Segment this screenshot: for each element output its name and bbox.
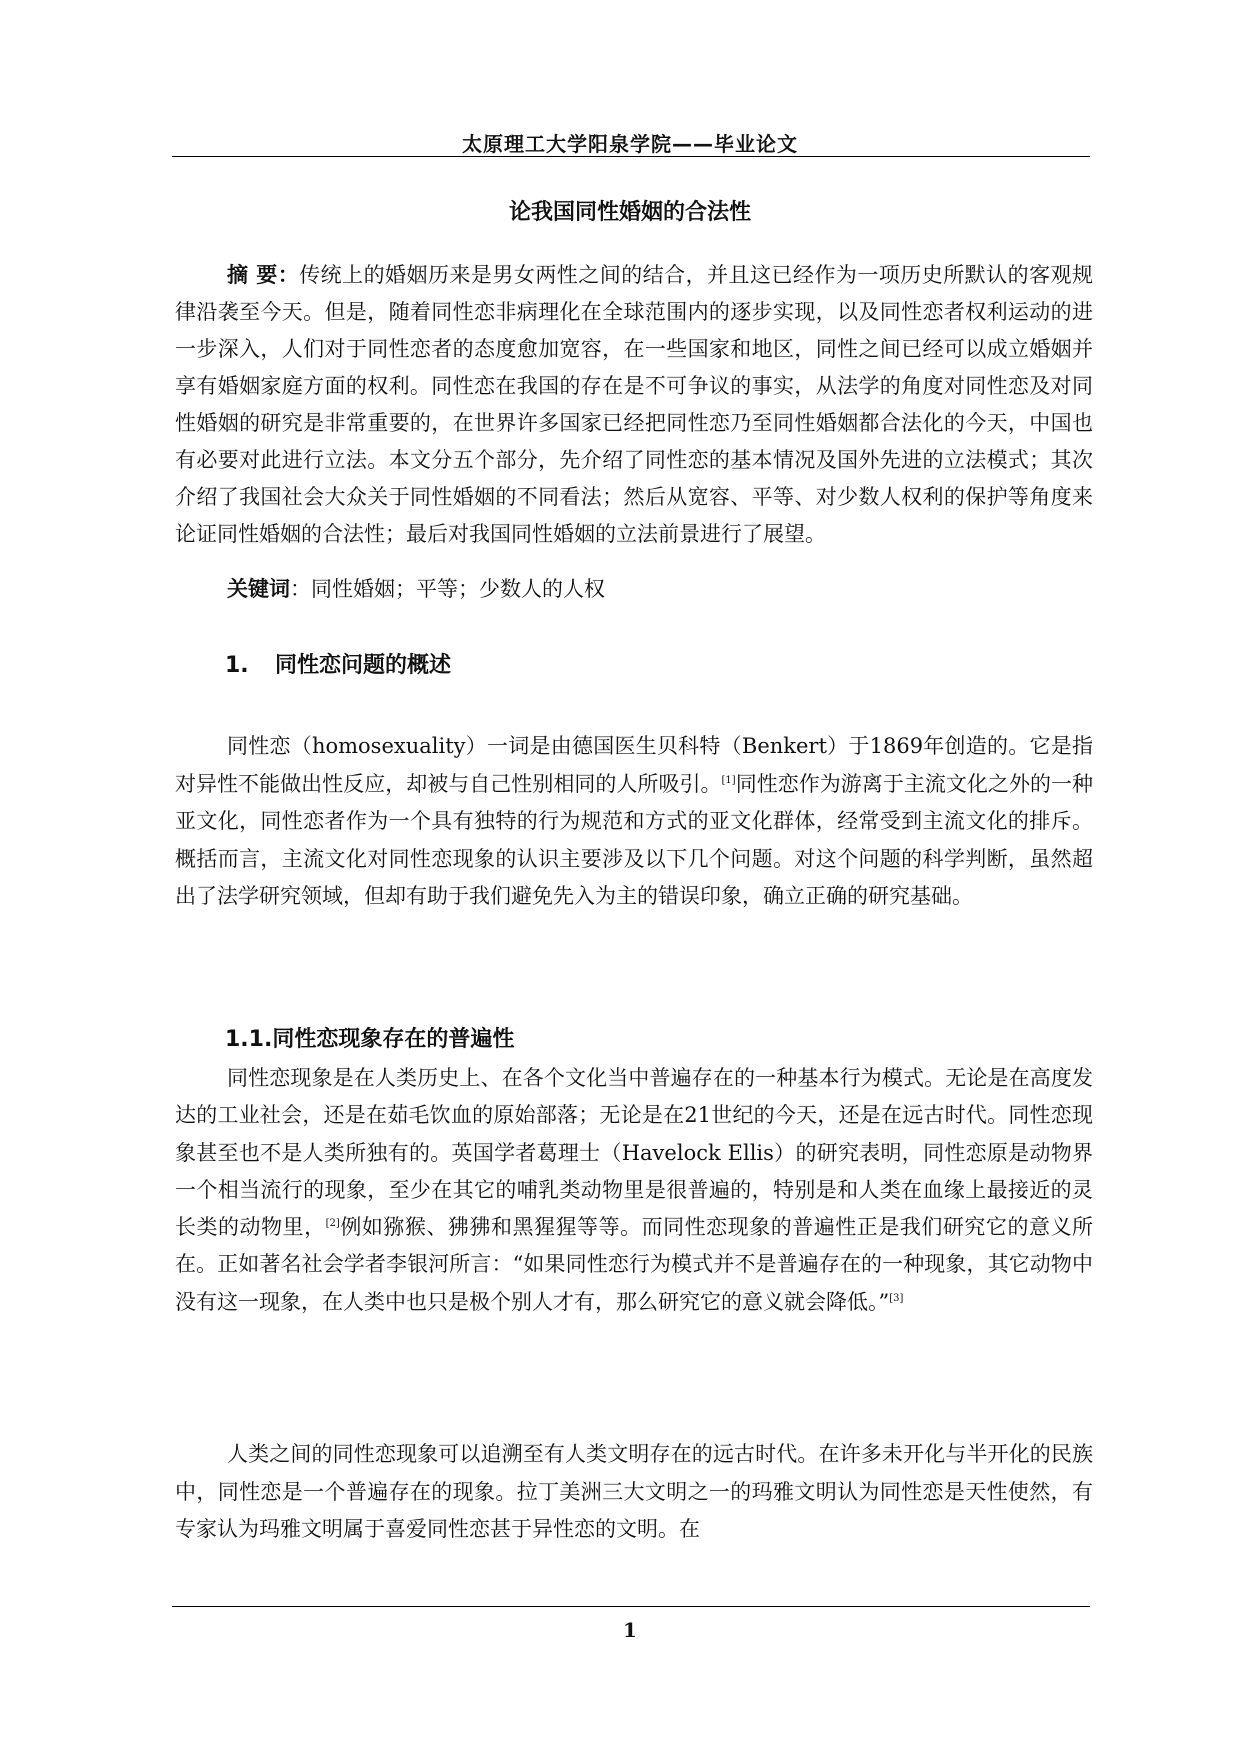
paragraph-text: 例如猕猴、狒狒和黑猩猩等等。而同性恋现象的普遍性正是我们研究它的意义所在。正如著名社会学者李银河所言：“如果同性恋行为模式并不是普遍存在的一种现象，其它动物中没有这一现象，在人类中也只是极个别人才有，那么研究它的意义就会降低。”: [175, 1215, 1093, 1314]
section-title: 同性恋问题的概述: [275, 653, 452, 678]
body-paragraph-1: [175, 728, 1093, 916]
citation-ref: [3]: [889, 1292, 904, 1304]
citation-ref: [1]: [721, 774, 736, 786]
page-number: 1: [623, 1618, 637, 1642]
section-number: 1.: [225, 653, 249, 678]
abstract-text: 传统上的婚姻历来是男女两性之间的结合，并且这已经作为一项历史所默认的客观规律沿袭至今天。但是，随着同性恋非病理化在全球范围内的逐步实现，以及同性恋者权利运动的进一步深入，人们对于同性恋者的态度愈加宽容，在一些国家和地区，同性之间已经可以成立婚姻并享有婚姻家庭方面的权利。同性恋在我国的存在是不可争议的事实，从法学的角度对同性恋及对同性婚姻的研究是非常重要的，在世界许多国家已经把同性恋乃至同性婚姻都合法化的今天，中国也有必要对此进行立法。本文分五个部分，先介绍了同性恋的基本情况及国外先进的立法模式；其次介绍了我国社会大众关于同性婚姻的不同看法；然后从宽容、平等、对少数人权利的保护等角度来论证同性婚姻的合法性；最后对我国同性婚姻的立法前景进行了展望。: [175, 263, 1094, 546]
subsection-heading-1-1: 1.1.同性恋现象存在的普遍性: [225, 1027, 515, 1052]
body-paragraph-3: 人类之间的同性恋现象可以追溯至有人类文明存在的远古时代。在许多未开化与半开化的民族中，同性恋是一个普遍存在的现象。拉丁美洲三大文明之一的玛雅文明认为同性恋是天性使然，有专家认为玛雅文明属于喜爱同性恋甚于异性恋的文明。在: [175, 1442, 1093, 1541]
paragraph-text: 同性恋（homosexuality）一词是由德国医生贝科特（Benkert）于1869年创造的。它是指对异性不能做出性反应，却被与自己性别相同的人所吸引。: [175, 734, 1093, 796]
abstract-paragraph: [175, 257, 1093, 553]
citation-ref: [2]: [325, 1218, 340, 1230]
section-heading-1: [225, 648, 451, 679]
body-paragraph-2: [175, 1060, 1093, 1321]
footer-rule: [172, 1606, 1090, 1607]
abstract-label: 摘 要：: [227, 263, 300, 287]
keywords-label: 关键词: [227, 577, 290, 601]
running-header: 太原理工大学阳泉学院——毕业论文: [462, 132, 798, 156]
keywords-text: ：同性婚姻；平等；少数人的人权: [290, 577, 605, 601]
paragraph-text: 同性恋现象是在人类历史上、在各个文化当中普遍存在的一种基本行为模式。无论是在高度发达的工业社会，还是在茹毛饮血的原始部落；无论是在21世纪的今天，还是在远古时代。同性恋现象甚至也不是人类所独有的。英国学者葛理士（Havelock Ellis）的研究表明，同性恋原是动物界一个相当流行的现象，至少在其它的哺乳类动物里是很普遍的，特别是和人类在血缘上最接近的灵长类的动物里，: [175, 1066, 1093, 1240]
header-rule: [172, 156, 1090, 157]
keywords-line: [175, 571, 1093, 608]
paragraph-text: 同性恋作为游离于主流文化之外的一种亚文化，同性恋者作为一个具有独特的行为规范和方式的亚文化群体，经常受到主流文化的排斥。概括而言，主流文化对同性恋现象的认识主要涉及以下几个问题。对这个问题的科学判断，虽然超出了法学研究领域，但却有助于我们避免先入为主的错误印象，确立正确的研究基础。: [175, 771, 1093, 908]
paper-title: 论我国同性婚姻的合法性: [508, 200, 751, 225]
